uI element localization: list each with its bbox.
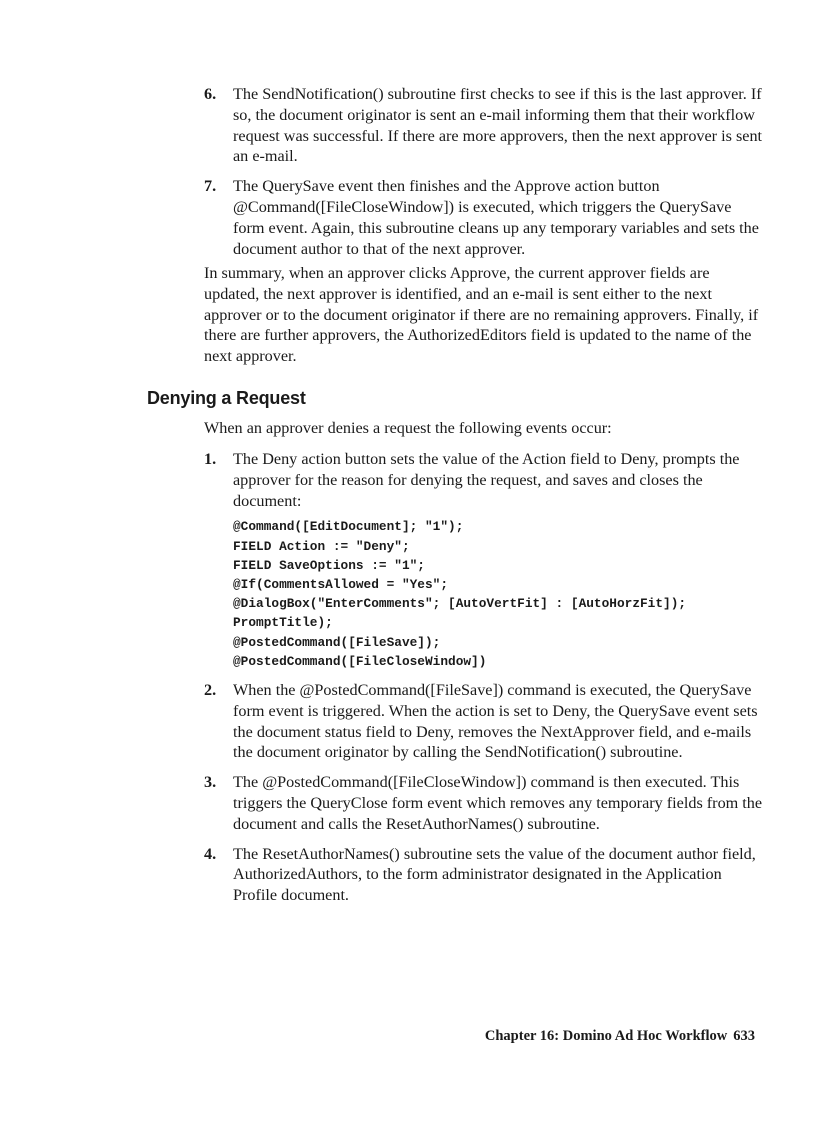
section-intro: When an approver denies a request the following events occur: — [204, 419, 612, 437]
code-line: @PostedCommand([FileSave]); — [233, 634, 441, 650]
list-item — [204, 176, 764, 259]
code-line: @PostedCommand([FileCloseWindow]) — [233, 653, 487, 669]
code-line: @If(CommentsAllowed = "Yes"; — [233, 577, 449, 592]
list-item-number: 4. — [204, 844, 217, 863]
top-numbered-list — [204, 84, 764, 268]
list-item — [204, 84, 764, 167]
list-item-text: The @PostedCommand([FileCloseWindow]) command is then executed. This triggers the QueryClose form event which removes any temporary fields from the document and calls the ResetAuthorNames() subroutine. — [233, 773, 763, 833]
page-number: 633 — [733, 1028, 755, 1044]
list-item-number: 1. — [204, 450, 217, 468]
list-item-text: When the @PostedCommand([FileSave]) command is executed, the QuerySave form event is triggered. When the action is set to Deny, the QuerySave event sets the document status field to Deny, removes the NextApprover field, and e-mails the document originator by calling the SendNotification() subroutine. — [233, 681, 758, 762]
list-item-number: 7. — [204, 177, 217, 196]
code-block — [233, 517, 764, 671]
section-heading: Denying a Request — [147, 388, 306, 408]
code-line: FIELD SaveOptions := "1"; — [233, 557, 425, 573]
list-item-text: The ResetAuthorNames() subroutine sets the value of the document author field, AuthorizedAuthors, to the form administrator designated in the Application Profile document. — [233, 844, 756, 905]
list-item — [204, 680, 764, 763]
list-item-number: 2. — [204, 681, 217, 700]
code-line: @Command([EditDocument]; "1"); — [233, 519, 464, 535]
deny-steps-list — [204, 449, 764, 915]
list-item — [204, 449, 764, 671]
list-item-text: The QuerySave event then finishes and the Approve action button @Command([FileCloseWindow]) is executed, which triggers the QuerySave form event. Again, this subroutine cleans up any temporary variables and sets the document author to that of the next approver. — [233, 177, 759, 258]
list-item-text: The SendNotification() subroutine first checks to see if this is the last approver. If so, the document originator is sent an e-mail informing them that their workflow request was successful. If there are more approvers, then the next approver is sent an e-mail. — [233, 85, 763, 166]
list-item-number: 3. — [204, 773, 217, 792]
list-item-text: The Deny action button sets the value of the Action field to Deny, prompts the approver for the reason for denying the request, and saves and closes the document: — [233, 450, 740, 510]
list-item-number: 6. — [204, 85, 217, 103]
chapter-title: Chapter 16: Domino Ad Hoc Workflow — [484, 1028, 728, 1044]
code-line: PromptTitle); — [233, 615, 333, 631]
code-line: FIELD Action := "Deny"; — [233, 538, 410, 554]
code-line: @DialogBox("EnterComments"; [AutoVertFit] : [AutoHorzFit]); — [233, 596, 687, 612]
page-footer — [485, 1027, 755, 1045]
list-item — [204, 772, 764, 834]
list-item — [204, 844, 764, 906]
summary-paragraph: In summary, when an approver clicks Approve, the current approver fields are updated, the next approver is identified, and an e-mail is sent either to the next approver or to the document originator if there are no remaining approvers. Finally, if there are further approvers, the AuthorizedEditors field is updated to the name of the next approver. — [204, 264, 759, 366]
